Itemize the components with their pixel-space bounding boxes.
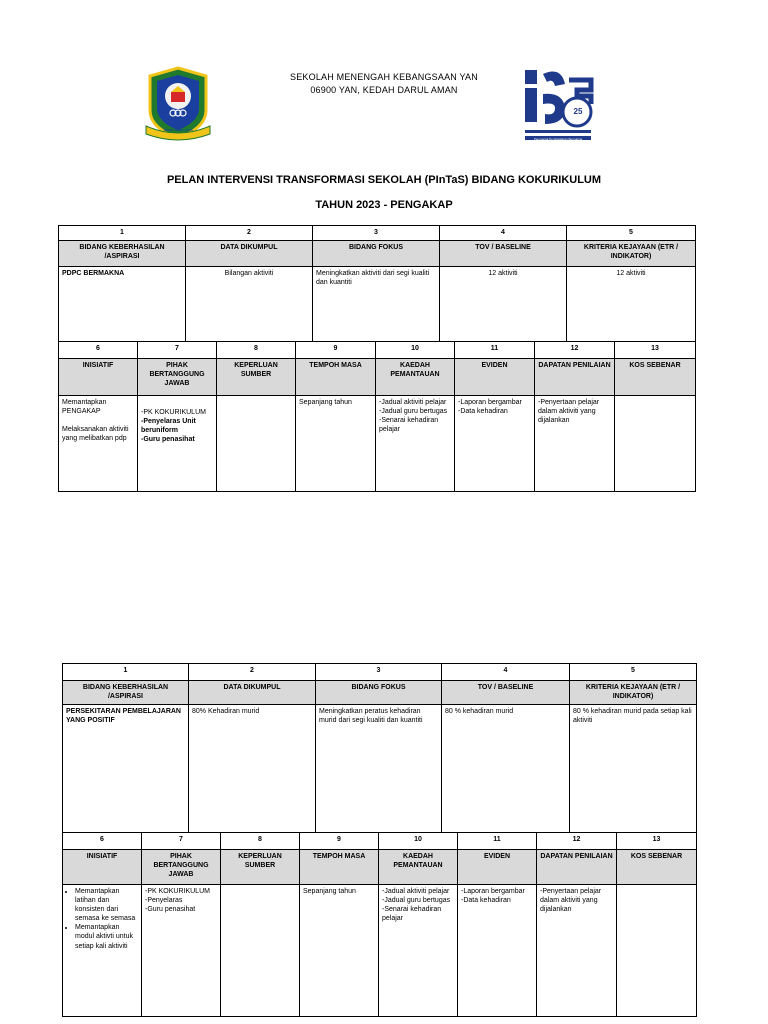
column-number: 10 xyxy=(376,342,455,359)
header-kriteria: KRITERIA KEJAYAAN (ETR / INDIKATOR) xyxy=(567,241,696,267)
header-inisiatif: INISIATIF xyxy=(59,359,138,396)
document-title: PELAN INTERVENSI TRANSFORMASI SEKOLAH (PInTaS) BIDANG KOKURIKULUM xyxy=(166,174,602,186)
header-pihak: PIHAK BERTANGGUNG JAWAB xyxy=(142,850,221,885)
header-bidang-fokus: BIDANG FOKUS xyxy=(313,241,440,267)
header-data-dikumpul: DATA DIKUMPUL xyxy=(189,681,316,705)
cell-tempoh: Sepanjang tahun xyxy=(296,396,376,492)
header-kos: KOS SEBENAR xyxy=(615,359,696,396)
table-2-top xyxy=(62,663,697,833)
column-number: 4 xyxy=(440,226,567,241)
cell-bidang-fokus: Meningkatkan aktiviti dari segi kualiti dan kuantiti xyxy=(313,267,440,342)
cell-pihak xyxy=(138,396,217,492)
cell-kos xyxy=(615,396,696,492)
header-data-dikumpul: DATA DIKUMPUL xyxy=(186,241,313,267)
column-number: 2 xyxy=(189,664,316,681)
column-number: 7 xyxy=(142,833,221,850)
column-number: 11 xyxy=(458,833,537,850)
pihak-line: -Guru penasihat xyxy=(141,436,195,444)
kaedah-line: -Senarai kehadiran pelajar xyxy=(379,417,439,434)
kaedah-line: -Jadual guru bertugas xyxy=(382,897,451,905)
header-eviden: EVIDEN xyxy=(458,850,537,885)
header-tov: TOV / BASELINE xyxy=(440,241,567,267)
cell-tempoh: Sepanjang tahun xyxy=(300,885,379,1017)
eviden-line: -Data kehadiran xyxy=(461,897,511,905)
cell-dapatan: -Penyertaan pelajar dalam aktiviti yang dijalankan xyxy=(535,396,615,492)
header-dapatan: DAPATAN PENILAIAN xyxy=(537,850,617,885)
cell-kriteria: 12 aktiviti xyxy=(567,267,696,342)
eviden-line: -Laporan bergambar xyxy=(458,399,522,406)
cell-kaedah xyxy=(376,396,455,492)
cell-aspirasi: PERSEKITARAN PEMBELAJARAN YANG POSITIF xyxy=(63,705,189,833)
cell-data-dikumpul: 80% Kehadiran murid xyxy=(189,705,316,833)
column-number: 13 xyxy=(615,342,696,359)
cell-kriteria: 80 % kehadiran murid pada setiap kali aktiviti xyxy=(570,705,697,833)
header-aspirasi: BIDANG KEBERHASILAN /ASPIRASI xyxy=(59,241,186,267)
column-number: 8 xyxy=(217,342,296,359)
logo-number: 25 xyxy=(573,107,583,116)
logo-caption: Penggerak Pembelajaran Bermakna xyxy=(533,137,583,141)
cell-keperluan xyxy=(221,885,300,1017)
header-kos: KOS SEBENAR xyxy=(617,850,697,885)
kaedah-line: -Jadual guru bertugas xyxy=(379,408,448,416)
column-number: 9 xyxy=(296,342,376,359)
header-keperluan: KEPERLUAN SUMBER xyxy=(221,850,300,885)
cell-tov: 80 % kehadiran murid xyxy=(442,705,570,833)
header-tempoh: TEMPOH MASA xyxy=(296,359,376,396)
kaedah-line: -Senarai kehadiran pelajar xyxy=(382,906,442,923)
column-number: 5 xyxy=(570,664,697,681)
column-number: 3 xyxy=(313,226,440,241)
table-1-top xyxy=(58,225,696,342)
column-number: 7 xyxy=(138,342,217,359)
cell-kaedah xyxy=(379,885,458,1017)
pihak-line: -PK KOKURIKULUM xyxy=(145,888,210,895)
pihak-line: -Penyelaras xyxy=(145,897,183,905)
inisiatif-line: Memantapkan PENGAKAP xyxy=(62,399,107,416)
header-kriteria: KRITERIA KEJAYAAN (ETR / INDIKATOR) xyxy=(570,681,697,705)
pihak-line: -Guru penasihat xyxy=(145,906,196,914)
cell-inisiatif xyxy=(63,885,142,1017)
header-aspirasi: BIDANG KEBERHASILAN /ASPIRASI xyxy=(63,681,189,705)
column-number: 5 xyxy=(567,226,696,241)
inisiatif-bullet: • Memantapkan modul aktivti untuk setiap kali aktiviti xyxy=(75,923,138,950)
cell-bidang-fokus: Meningkatkan peratus kehadiran murid dari segi kualiti dan kuantiti xyxy=(316,705,442,833)
crest-motto: TEKUN TANDA JAYA xyxy=(163,128,193,132)
cell-data-dikumpul: Bilangan aktiviti xyxy=(186,267,313,342)
column-number: 11 xyxy=(455,342,535,359)
table-1-bottom xyxy=(58,341,696,492)
school-name: SEKOLAH MENENGAH KEBANGSAAN YAN xyxy=(290,72,478,82)
column-number: 6 xyxy=(59,342,138,359)
cell-inisiatif xyxy=(59,396,138,492)
cell-eviden xyxy=(455,396,535,492)
column-number: 3 xyxy=(316,664,442,681)
cell-pihak xyxy=(142,885,221,1017)
pihak-line: -Penyelaras Unit beruniform xyxy=(141,418,196,435)
kaedah-line: -Jadual aktiviti pelajar xyxy=(382,888,450,895)
cell-eviden xyxy=(458,885,537,1017)
header-bidang-fokus: BIDANG FOKUS xyxy=(316,681,442,705)
cell-aspirasi: PDPC BERMAKNA xyxy=(59,267,186,342)
document-subtitle: TAHUN 2023 - PENGAKAP xyxy=(315,199,453,211)
cell-keperluan xyxy=(217,396,296,492)
cell-dapatan: -Penyertaan pelajar dalam aktiviti yang dijalankan xyxy=(537,885,617,1017)
column-number: 13 xyxy=(617,833,697,850)
column-number: 1 xyxy=(59,226,186,241)
cell-kos xyxy=(617,885,697,1017)
header-dapatan: DAPATAN PENILAIAN xyxy=(535,359,615,396)
column-number: 2 xyxy=(186,226,313,241)
column-number: 8 xyxy=(221,833,300,850)
header-tempoh: TEMPOH MASA xyxy=(300,850,379,885)
column-number: 12 xyxy=(535,342,615,359)
header-kaedah: KAEDAH PEMANTAUAN xyxy=(376,359,455,396)
column-number: 10 xyxy=(379,833,458,850)
kaedah-line: -Jadual aktiviti pelajar xyxy=(379,399,447,406)
table-2-bottom xyxy=(62,832,697,1017)
header-eviden: EVIDEN xyxy=(455,359,535,396)
column-number: 6 xyxy=(63,833,142,850)
header-pihak: PIHAK BERTANGGUNG JAWAB xyxy=(138,359,217,396)
header-keperluan: KEPERLUAN SUMBER xyxy=(217,359,296,396)
header-kaedah: KAEDAH PEMANTAUAN xyxy=(379,850,458,885)
header-inisiatif: INISIATIF xyxy=(63,850,142,885)
column-number: 1 xyxy=(63,664,189,681)
pihak-line: -PK KOKURIKULUM xyxy=(141,409,206,416)
column-number: 9 xyxy=(300,833,379,850)
column-number: 12 xyxy=(537,833,617,850)
inisiatif-bullet: • Memantapkan latihan dan konsisten dari semasa ke semasa xyxy=(75,887,138,923)
column-number: 4 xyxy=(442,664,570,681)
inisiatif-line: Melaksanakan aktiviti yang melibatkan pdp xyxy=(62,426,129,443)
school-address: 06900 YAN, KEDAH DARUL AMAN xyxy=(310,85,458,95)
eviden-line: -Data kehadiran xyxy=(458,408,508,416)
eviden-line: -Laporan bergambar xyxy=(461,888,525,895)
cell-tov: 12 aktiviti xyxy=(440,267,567,342)
header-tov: TOV / BASELINE xyxy=(442,681,570,705)
